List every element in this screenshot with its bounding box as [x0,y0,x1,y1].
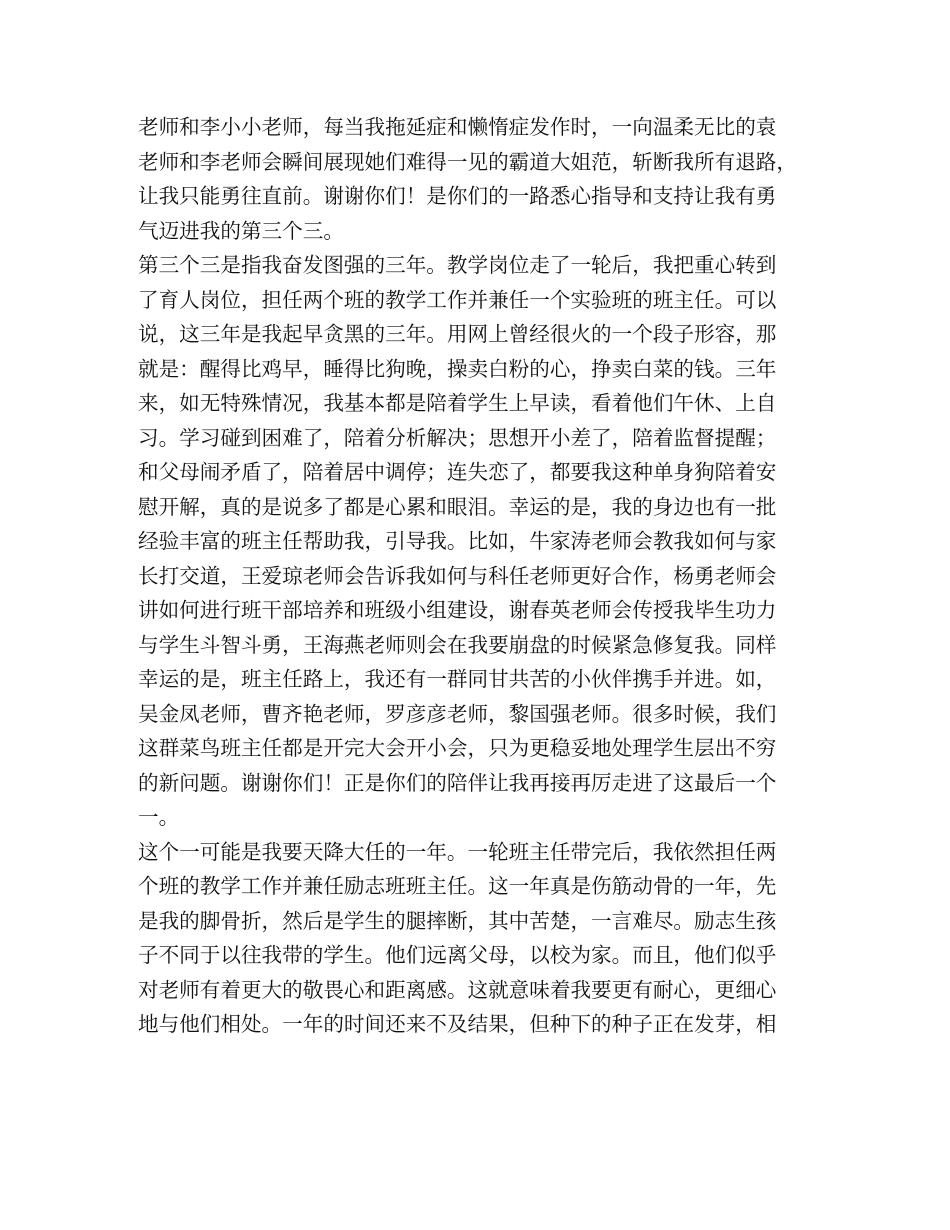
text-line: 是我的脚骨折，然后是学生的腿摔断，其中苦楚，一言难尽。励志生孩 [138,908,777,933]
text-line: 子不同于以往我带的学生。他们远离父母，以校为家。而且，他们似乎 [138,943,777,967]
text-line: 长打交道，王爱琼老师会告诉我如何与科任老师更好合作，杨勇老师会 [138,563,777,588]
text-line: 和父母闹矛盾了，陪着居中调停；连失恋了，都要我这种单身狗陪着安 [138,460,777,484]
text-line: 这个一可能是我要天降大任的一年。一轮班主任带完后，我依然担任两 [138,839,777,864]
text-line: 让我只能勇往直前。谢谢你们！是你们的一路悉心指导和支持让我有勇 [138,184,777,208]
text-line: 地与他们相处。一年的时间还来不及结果，但种下的种子正在发芽，相 [138,1012,777,1036]
text-line: 一。 [138,805,180,829]
body-text [138,110,818,1042]
text-line: 经验丰富的班主任帮助我，引导我。比如，牛家涛老师会教我如何与家 [138,529,777,553]
text-line: 个班的教学工作并兼任励志班班主任。这一年真是伤筋动骨的一年，先 [138,874,777,898]
text-line: 气迈进我的第三个三。 [138,218,344,243]
text-line: 第三个三是指我奋发图强的三年。教学岗位走了一轮后，我把重心转到 [138,253,777,277]
text-line: 慰开解，真的是说多了都是心累和眼泪。幸运的是，我的身边也有一批 [138,494,777,519]
text-line: 了育人岗位，担任两个班的教学工作并兼任一个实验班的班主任。可以 [138,287,777,312]
text-line: 老师和李小小老师，每当我拖延症和懒惰症发作时，一向温柔无比的袁 [138,115,777,139]
text-line: 与学生斗智斗勇，王海燕老师则会在我要崩盘的时候紧急修复我。同样 [138,632,777,657]
text-line: 就是：醒得比鸡早，睡得比狗晚，操卖白粉的心，挣卖白菜的钱。三年 [138,356,777,381]
text-line: 对老师有着更大的敬畏心和距离感。这就意味着我要更有耐心，更细心 [138,977,777,1002]
text-line: 幸运的是，班主任路上，我还有一群同甘共苦的小伙伴携手并进。如， [138,667,777,691]
text-line: 的新问题。谢谢你们！正是你们的陪伴让我再接再厉走进了这最后一个 [138,770,777,795]
text-line: 习。学习碰到困难了，陪着分析解决；思想开小差了，陪着监督提醒； [138,425,777,450]
text-line: 来，如无特殊情况，我基本都是陪着学生上早读，看着他们午休、上自 [138,391,777,415]
text-line: 说，这三年是我起早贪黑的三年。用网上曾经很火的一个段子形容，那 [138,322,777,346]
text-line: 吴金凤老师，曹齐艳老师，罗彦彦老师，黎国强老师。很多时候，我们 [138,701,777,726]
text-line: 这群菜鸟班主任都是开完大会开小会，只为更稳妥地处理学生层出不穷 [138,736,777,760]
text-line: 讲如何进行班干部培养和班级小组建设，谢春英老师会传授我毕生功力 [138,598,777,622]
text-line: 老师和李老师会瞬间展现她们难得一见的霸道大姐范，斩断我所有退路， [138,149,797,174]
